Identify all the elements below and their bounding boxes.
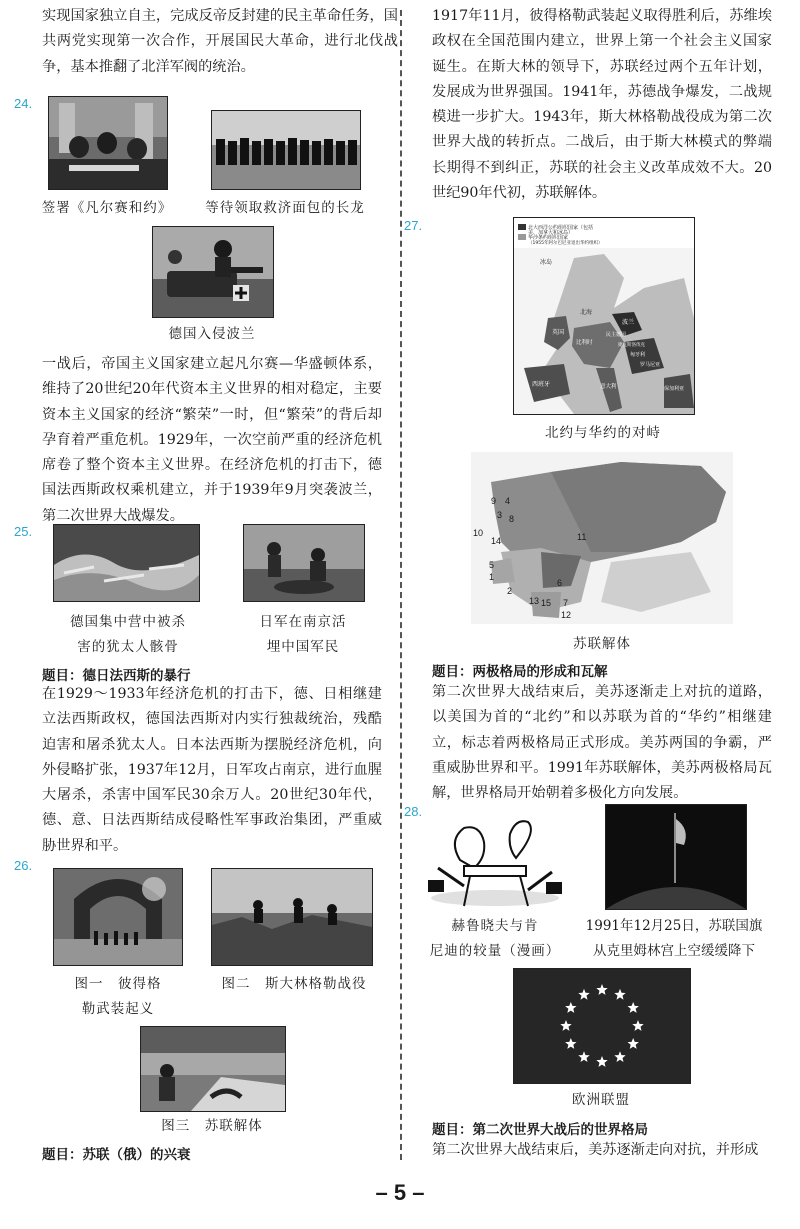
caption-nanjing-line2: 埋中国军民 (266, 639, 340, 655)
map2-number-11: 11 (577, 532, 587, 542)
map1-legend-line3: 华沙条约组织国家 (528, 235, 569, 241)
map2-number-6: 6 (557, 578, 563, 588)
q26-topic: 题目：苏联（俄）的兴衰 (42, 1147, 191, 1163)
page-number: – 5 – (375, 1180, 425, 1205)
caption-petrograd-line1: 图一 彼得格 (74, 976, 162, 992)
question-number-28: 28. (404, 804, 423, 819)
photo-concentration-camp (53, 524, 200, 602)
intro-paragraph: 实现国家独立自主，完成反帝反封建的民主革命任务，国共两党实现第一次合作，开展国民大革命，进行北伐战争，基本推翻了北洋军阀的统治。 (42, 8, 398, 75)
map2-number-15: 15 (541, 598, 552, 608)
map1-legend-line1: 北大西洋公约组织国家（包括 (528, 225, 594, 231)
column-divider (400, 10, 402, 1160)
map2-number-8: 8 (509, 514, 515, 524)
map2-number-12: 12 (561, 610, 572, 620)
map2-number-10: 10 (473, 528, 484, 538)
caption-soviet-collapse: 图三 苏联解体 (161, 1118, 263, 1134)
map1-label-bulgaria: 保加利亚 (664, 386, 685, 392)
q25-topic: 题目：德日法西斯的暴行 (42, 668, 191, 684)
map-soviet-dissolution (471, 452, 733, 624)
eu-star-icon (628, 1038, 639, 1049)
eu-star-icon (565, 1002, 576, 1013)
eu-star-icon (614, 1051, 625, 1062)
map1-label-poland: 波兰 (622, 319, 635, 326)
caption-versailles: 签署《凡尔赛和约》 (41, 200, 173, 216)
eu-star-icon (614, 989, 625, 1000)
q24-paragraph: 一战后，帝国主义国家建立起凡尔赛—华盛顿体系，维持了20世纪20年代资本主义世界的相对稳定，主要资本主义国家的经济“繁荣”一时，但“繁荣”的背后却孕育着严重危机。1929年，一次空前严重的经济危机席卷了整个资本主义世界。在经济危机的打击下，德国法西斯政权乘机建立，并于1939年9月突袭波兰，第二次世界大战爆发。 (42, 356, 382, 524)
map1-label-east-germany: 民主德国 (606, 332, 627, 338)
eu-star-icon (632, 1020, 643, 1031)
q28-topic: 题目：第二次世界大战后的世界格局 (432, 1122, 648, 1138)
q25-paragraph: 在1929～1933年经济危机的打击下，德、日相继建立法西斯政权，德国法西斯对内实行独裁统治，残酷迫害和屠杀犹太人。日本法西斯为摆脱经济危机，向外侵略扩张，1937年12月，日军攻占南京，进行血腥大屠杀，杀害中国军民30余万人。20世纪30年代，德、意、日法西斯结成侵略性军事政治集团，严重威胁世界和平。 (42, 686, 382, 854)
photo-versailles-treaty (48, 96, 168, 190)
caption-nato-warsaw: 北约与华约的对峙 (545, 425, 661, 441)
map1-label-italy: 意大利 (600, 384, 617, 390)
eu-star-icon (565, 1038, 576, 1049)
photo-stalingrad (211, 868, 373, 966)
caption-camp-line1: 德国集中营中被杀 (70, 614, 186, 630)
map2-number-5: 5 (489, 560, 495, 570)
map1-label-romania: 罗马尼亚 (640, 362, 661, 368)
photo-petrograd-uprising (53, 868, 183, 966)
photo-bread-line (211, 110, 361, 190)
caption-stalingrad: 图二 斯大林格勒战役 (221, 976, 367, 992)
map1-label-spain: 西班牙 (532, 381, 551, 388)
caption-petrograd-line2: 勒武装起义 (81, 1001, 155, 1017)
map1-legend-line4: （1955年阿尔巴尼亚退出华约组织） (528, 241, 603, 246)
map1-label-north-sea: 北海 (580, 309, 593, 316)
map1-legend-line2: 美、加拿大和冰岛） (528, 230, 574, 236)
question-number-27: 27. (404, 218, 423, 233)
photo-soviet-collapse (140, 1026, 286, 1112)
eu-star-icon (596, 984, 607, 995)
map1-label-belgium: 比利时 (576, 340, 593, 346)
caption-kremlin-line2: 从克里姆林宫上空缓缓降下 (593, 943, 755, 959)
eu-star-icon (596, 1056, 607, 1067)
map2-number-2: 2 (507, 586, 513, 596)
question-number-26: 26. (14, 858, 33, 873)
photo-nanjing (243, 524, 365, 602)
cartoon-khrushchev-kennedy (424, 810, 566, 910)
map2-number-13: 13 (529, 596, 540, 606)
caption-kremlin-line1: 1991年12月25日，苏联国旗 (585, 918, 763, 934)
caption-eu: 欧洲联盟 (572, 1092, 630, 1108)
question-number-24: 24. (14, 96, 33, 111)
map1-label-iceland: 冰岛 (540, 259, 553, 266)
map1-label-czechoslovakia: 捷克斯洛伐克 (618, 343, 645, 348)
caption-cartoon-line2: 尼迪的较量（漫画） (429, 943, 561, 959)
caption-bread-line: 等待领取救济面包的长龙 (205, 200, 365, 216)
map2-number-14: 14 (491, 536, 502, 546)
photo-kremlin-flag (605, 804, 747, 910)
map2-number-3: 3 (497, 510, 503, 520)
q28-paragraph: 第二次世界大战结束后，美苏逐渐走向对抗，并形成 (432, 1142, 759, 1158)
map1-label-uk: 英国 (552, 329, 565, 336)
right-intro-paragraph: 1917年11月，彼得格勒武装起义取得胜利后，苏维埃政权在全国范围内建立，世界上第一个社会主义国家诞生。在斯大林的领导下，苏联经过两个五年计划，发展成为世界强国。1941年，苏德战争爆发，二战规模进一步扩大。1943年，斯大林格勒战役成为第二次世界大战的转折点。二战后，由于斯大林模式的弊端长期得不到纠正，苏联的社会主义改革成效不大。20世纪90年代初，苏联解体。 (432, 8, 772, 202)
question-number-25: 25. (14, 524, 33, 539)
photo-germany-invades-poland (152, 226, 274, 318)
caption-nanjing-line1: 日军在南京活 (259, 614, 347, 630)
map2-number-1: 1 (489, 572, 495, 582)
map-nato-warsaw (513, 217, 695, 415)
q27-topic: 题目：两极格局的形成和瓦解 (432, 664, 608, 680)
caption-soviet-dissolution: 苏联解体 (573, 636, 631, 652)
map2-number-9: 9 (491, 496, 497, 506)
eu-star-icon (578, 1051, 589, 1062)
map2-number-4: 4 (505, 496, 511, 506)
caption-poland-invasion: 德国入侵波兰 (168, 326, 256, 342)
caption-cartoon-line1: 赫鲁晓夫与肯 (451, 918, 539, 934)
eu-flag (513, 968, 691, 1084)
map1-label-hungary: 匈牙利 (630, 352, 646, 358)
eu-star-icon (578, 989, 589, 1000)
eu-star-icon (560, 1020, 571, 1031)
eu-star-icon (628, 1002, 639, 1013)
map2-number-7: 7 (563, 598, 569, 608)
q27-paragraph: 第二次世界大战结束后，美苏逐渐走上对抗的道路，以美国为首的“北约”和以苏联为首的“华约”相继建立，标志着两极格局正式形成。美苏两国的争霸，严重威胁世界和平。1991年苏联解体，美苏两极格局瓦解，世界格局开始朝着多极化方向发展。 (432, 684, 772, 802)
caption-camp-line2: 害的犹太人骸骨 (77, 639, 179, 655)
